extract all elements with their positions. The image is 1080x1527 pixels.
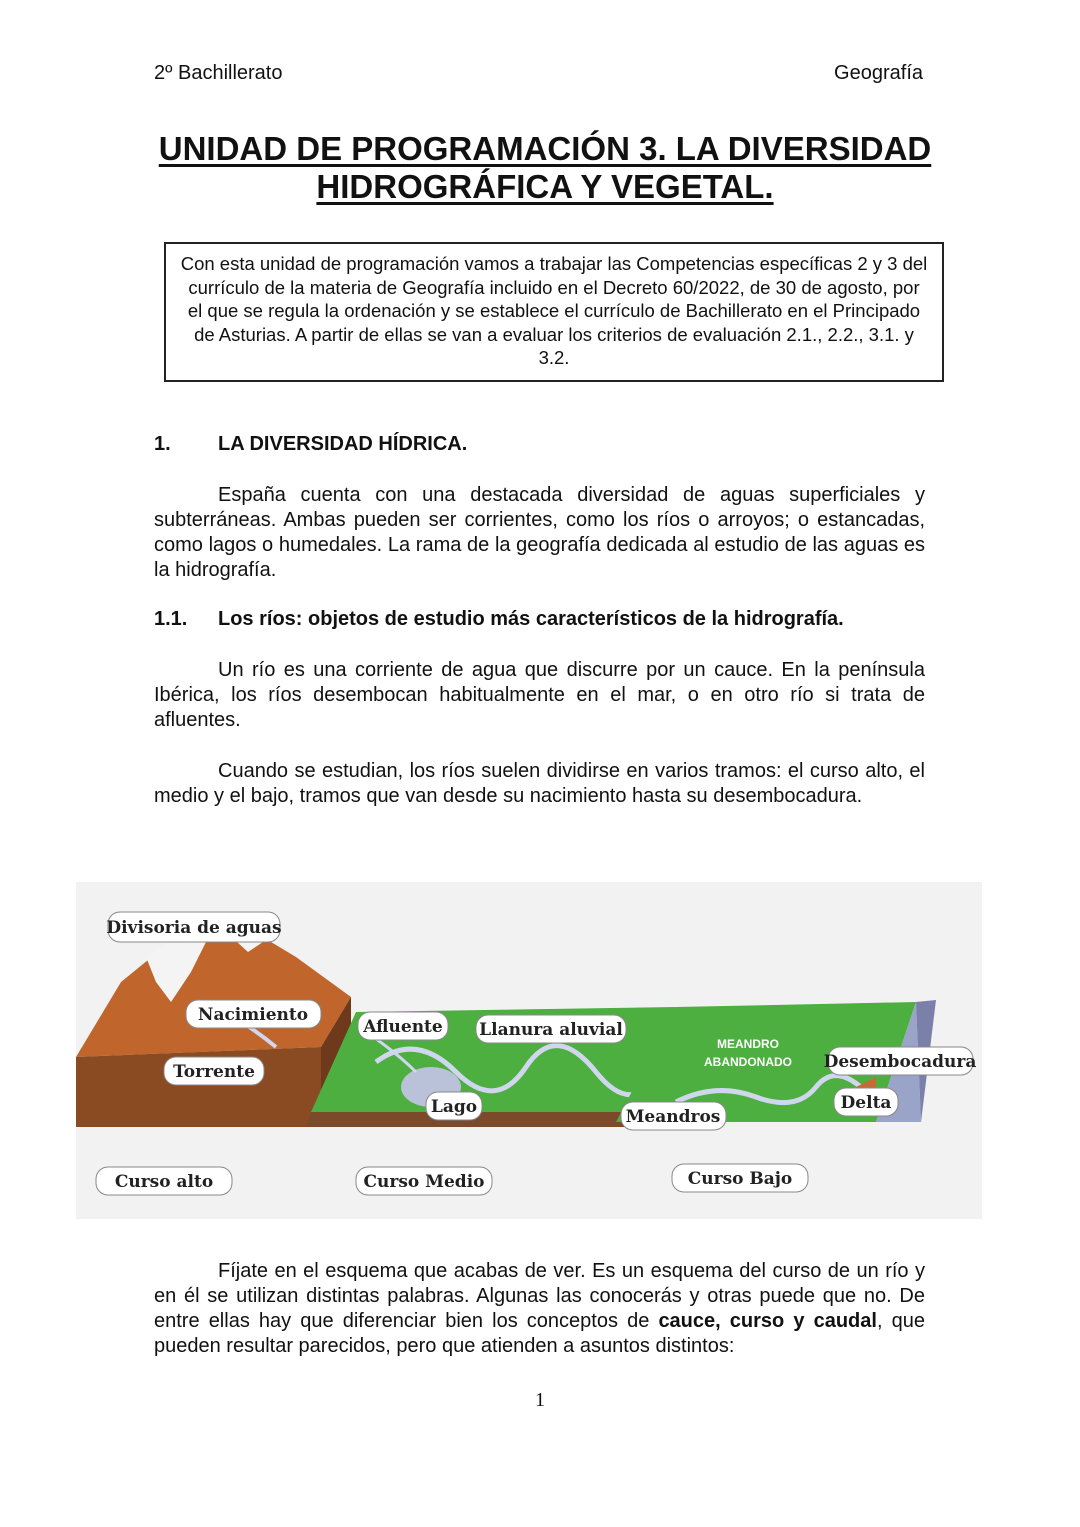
svg-text:MEANDRO: MEANDRO [717,1037,779,1051]
section-1-number: 1. [154,433,171,455]
label-delta [834,1088,898,1116]
paragraph-4-text-after: , que pueden resultar parecidos, pero que atienden a asuntos distintos: [154,1310,925,1357]
river-course-diagram [76,882,982,1219]
svg-text:Curso alto: Curso alto [114,1172,214,1192]
label-desembocadura [824,1047,977,1075]
svg-text:Curso Medio: Curso Medio [363,1172,485,1192]
svg-text:Delta: Delta [840,1093,892,1113]
section-1-1-heading [154,608,844,631]
label-curso-medio [356,1167,492,1195]
section-1-title: LA DIVERSIDAD HÍDRICA. [218,433,468,455]
svg-text:Torrente: Torrente [173,1062,255,1082]
intro-box: Con esta unidad de programación vamos a trabajar las Competencias específicas 2 y 3 del currículo de la materia de Geografía incluido en el Decreto 60/2022, de 30 de agosto, por el que se regula la ordenación y se establece el currículo de Bachillerato en el Principado de Asturias. A partir de ellas se van a evaluar los criterios de evaluación 2.1., 2.2., 3.1. y 3.2. [164,242,944,382]
svg-text:Lago: Lago [430,1097,478,1117]
section-1-1-title: Los ríos: objetos de estudio más característicos de la hidrografía. [218,608,844,630]
label-llanura [476,1015,626,1043]
svg-text:Afluente: Afluente [363,1017,443,1037]
svg-text:Curso Bajo: Curso Bajo [687,1169,793,1189]
paragraph-1: España cuenta con una destacada diversidad de aguas superficiales y subterráneas. Ambas pueden ser corrientes, como los ríos o arroyos; o estancadas, como lagos o humedales. La rama de la geografía dedicada al estudio de las aguas es la hidrografía. [154,484,925,581]
header-course: 2º Bachillerato [154,62,283,84]
paragraph-4 [154,1259,925,1359]
svg-text:Llanura aluvial: Llanura aluvial [479,1020,623,1040]
page-title [120,130,970,206]
label-afluente [358,1012,448,1040]
svg-text:Desembocadura: Desembocadura [823,1052,977,1072]
label-nacimiento [186,1000,321,1028]
title-line-1: UNIDAD DE PROGRAMACIÓN 3. LA DIVERSIDAD [158,130,932,167]
paragraph-4-text-before: Fíjate en el esquema que acabas de ver. Es un esquema del curso de un río y en él se utilizan distintas palabras. Algunas las conocerás y otras puede que no. De entre ellas hay que diferenciar bien los conceptos de [154,1260,925,1332]
svg-text:Meandros: Meandros [625,1107,721,1127]
header-subject: Geografía [834,62,923,84]
label-torrente [164,1057,264,1085]
label-meandros [621,1102,726,1130]
section-1-1-number: 1.1. [154,608,188,630]
svg-text:ABANDONADO: ABANDONADO [704,1055,792,1069]
label-lago [426,1092,482,1120]
paragraph-2: Un río es una corriente de agua que discurre por un cauce. En la península Ibérica, los ríos desembocan habitualmente en el mar, o en otro río si trata de afluentes. [154,659,925,731]
label-curso-bajo [672,1164,808,1192]
label-divisoria [106,912,281,942]
title-line-2: HIDROGRÁFICA Y VEGETAL. [316,168,774,205]
section-1-heading [154,433,467,456]
paragraph-4-keywords: cauce, curso y caudal [658,1310,877,1332]
svg-text:Nacimiento: Nacimiento [197,1005,309,1025]
paragraph-3: Cuando se estudian, los ríos suelen dividirse en varios tramos: el curso alto, el medio y el bajo, tramos que van desde su nacimiento hasta su desembocadura. [154,760,925,807]
label-curso-alto [96,1167,232,1195]
page-number: 1 [535,1389,545,1411]
svg-text:Divisoria de aguas: Divisoria de aguas [106,918,282,938]
